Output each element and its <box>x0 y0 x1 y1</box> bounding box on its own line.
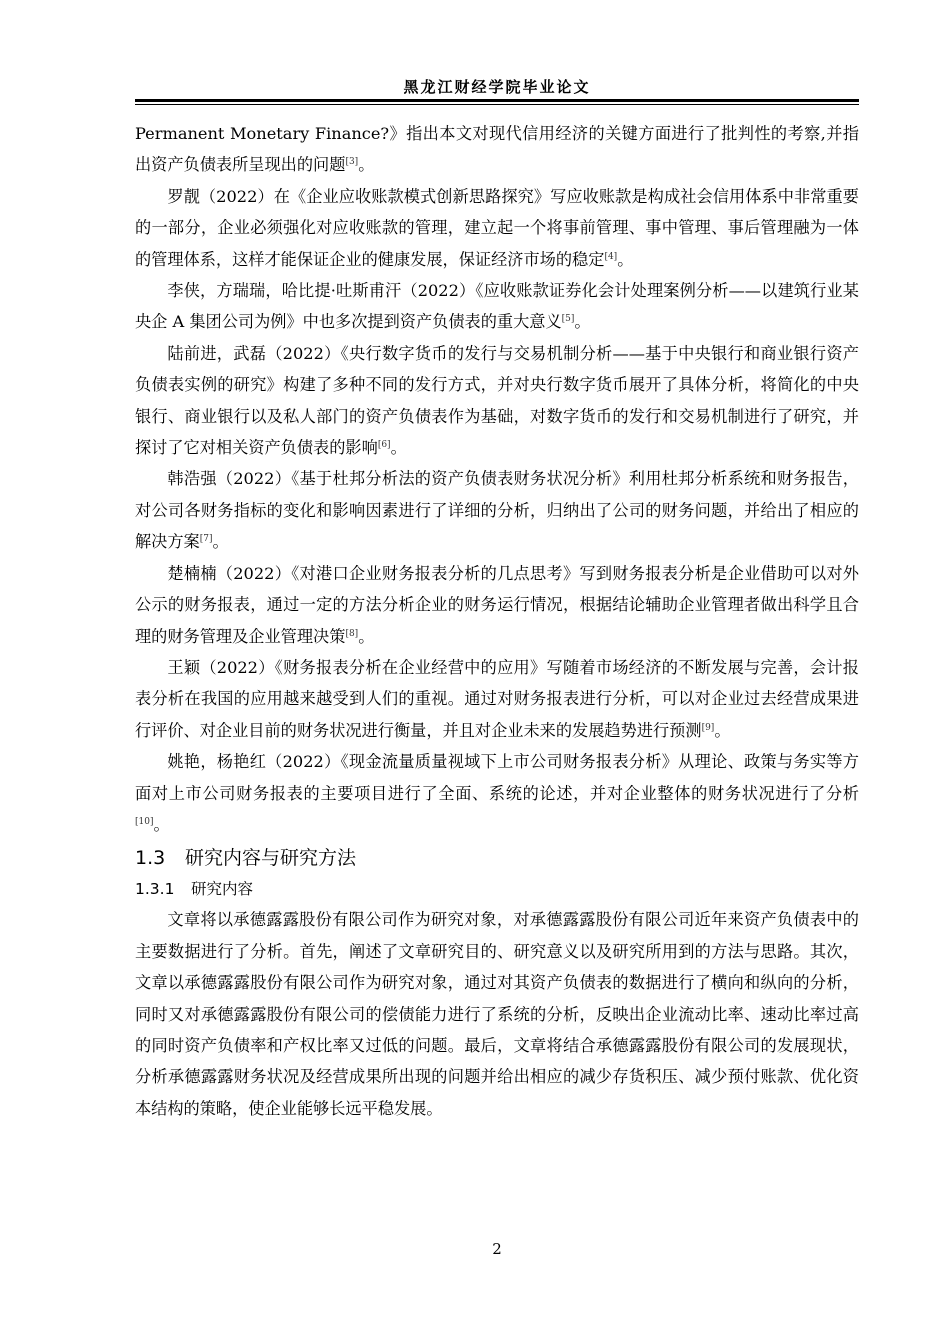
paragraph-text: 陆前进，武磊（2022）《央行数字货币的发行与交易机制分析——基于中央银行和商业银行资产负债表实例的研究》构建了多种不同的发行方式，并对央行数字货币展开了具体分析，将简化的中央银行、商业银行以及私人部门的资产负债表作为基础，对数字货币的发行和交易机制进行了研究，并探讨了它对相关资产负债表的影响 <box>135 343 859 458</box>
paragraph-end: 。 <box>390 438 407 458</box>
paragraph-text: 楚楠楠（2022）《对港口企业财务报表分析的几点思考》写到财务报表分析是企业借助可以对外公示的财务报表，通过一定的方法分析企业的财务运行情况，根据结论辅助企业管理者做出科学且合理的财务管理及企业管理决策 <box>135 563 859 646</box>
header-rule-thick <box>135 99 859 102</box>
paragraph-text: 李侠，方瑞瑞，哈比提·吐斯甫汗（2022）《应收账款证券化会计处理案例分析——以建筑行业某央企 A 集团公司为例》中也多次提到资产负债表的重大意义 <box>135 281 859 332</box>
page-number: 2 <box>492 1240 502 1258</box>
paragraph-end: 。 <box>358 155 375 175</box>
paragraph <box>135 652 859 746</box>
paragraph-text: 罗靓（2022）在《企业应收账款模式创新思路探究》写应收账款是构成社会信用体系中非常重要的一部分，企业必须强化对应收账款的管理，建立起一个将事前管理、事中管理、事后管理融为一体的管理体系，这样才能保证企业的健康发展，保证经济市场的稳定 <box>135 186 859 269</box>
paragraph-end: 。 <box>153 814 170 834</box>
paragraph-end: 。 <box>617 249 634 269</box>
section-number: 1.3 <box>135 847 166 870</box>
paragraph <box>135 338 859 464</box>
paragraph <box>135 463 859 557</box>
subsection-heading <box>135 874 859 904</box>
running-header: 黑龙江财经学院毕业论文 <box>403 78 591 96</box>
paragraph <box>135 275 859 338</box>
citation-ref: [8] <box>345 628 359 639</box>
subsection-number: 1.3.1 <box>135 880 175 899</box>
subsection-title: 研究内容 <box>191 880 254 899</box>
paragraph-text: 王颖（2022）《财务报表分析在企业经营中的应用》写随着市场经济的不断发展与完善，会计报表分析在我国的应用越来越受到人们的重视。通过对财务报表进行分析，可以对企业过去经营成果进行评价、对企业目前的财务状况进行衡量，并且对企业未来的发展趋势进行预测 <box>135 657 859 740</box>
paragraph-end: 。 <box>358 626 375 646</box>
paragraph-text: 姚艳，杨艳红（2022）《现金流量质量视域下上市公司财务报表分析》从理论、政策与务实等方面对上市公司财务报表的主要项目进行了全面、系统的论述，并对企业整体的财务状况进行了分析 <box>135 752 859 803</box>
paragraph-end: 。 <box>574 312 591 332</box>
citation-ref: [9] <box>701 722 715 733</box>
paragraph-text: 韩浩强（2022）《基于杜邦分析法的资产负债表财务状况分析》利用杜邦分析系统和财务报告，对公司各财务指标的变化和影响因素进行了详细的分析，归纳出了公司的财务问题，并给出了相应的解决方案 <box>135 469 859 552</box>
citation-ref: [7] <box>199 534 213 545</box>
citation-ref: [4] <box>604 251 618 262</box>
header-rule-thin <box>135 104 859 105</box>
citation-ref: [10] <box>135 816 154 827</box>
paragraph-end: 。 <box>212 532 229 552</box>
paragraph <box>135 558 859 652</box>
paragraph <box>135 181 859 275</box>
section-heading <box>135 842 859 874</box>
paragraph <box>135 746 859 840</box>
section-title: 研究内容与研究方法 <box>185 847 357 870</box>
body-text <box>135 118 859 1124</box>
citation-ref: [3] <box>345 157 359 168</box>
paragraph-end: 。 <box>714 720 731 740</box>
paragraph-text: Permanent Monetary Finance?》指出本文对现代信用经济的关键方面进行了批判性的考察,并指出资产负债表所呈现出的问题 <box>135 124 859 175</box>
citation-ref: [5] <box>561 314 575 325</box>
citation-ref: [6] <box>377 440 391 451</box>
paragraph <box>135 118 859 181</box>
paragraph: 文章将以承德露露股份有限公司作为研究对象，对承德露露股份有限公司近年来资产负债表中的主要数据进行了分析。首先，阐述了文章研究目的、研究意义以及研究所用到的方法与思路。其次，文章以承德露露股份有限公司作为研究对象，通过对其资产负债表的数据进行了横向和纵向的分析，同时又对承德露露股份有限公司的偿债能力进行了系统的分析，反映出企业流动比率、速动比率过高的同时资产负债率和产权比率又过低的问题。最后，文章将结合承德露露股份有限公司的发展现状，分析承德露露财务状况及经营成果所出现的问题并给出相应的减少存货积压、减少预付账款、优化资本结构的策略，使企业能够长远平稳发展。 <box>135 910 859 1118</box>
